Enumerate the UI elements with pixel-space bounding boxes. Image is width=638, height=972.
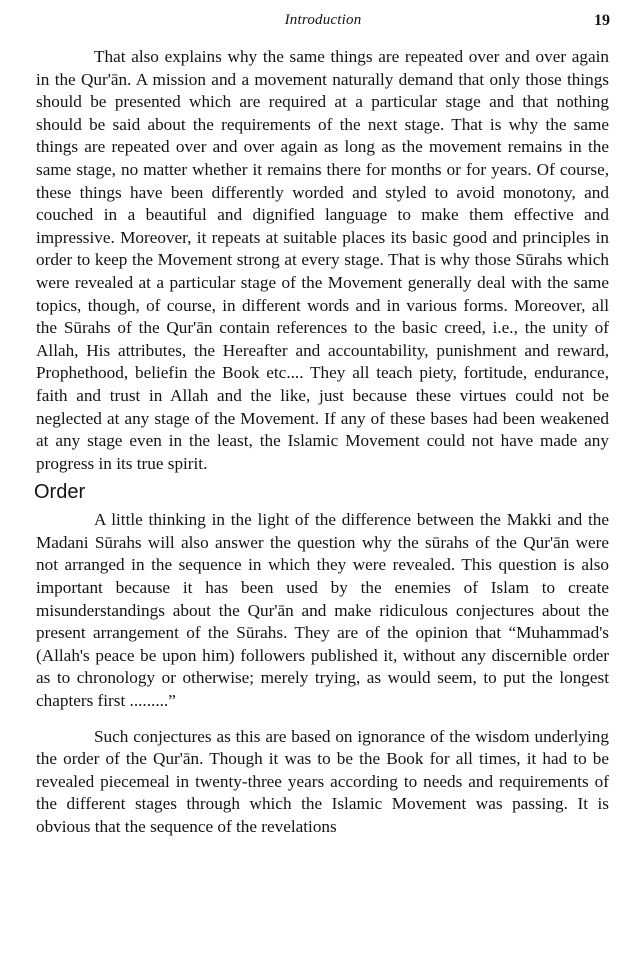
paragraph-conjectures: Such conjectures as this are based on ignorance of the wisdom underlying the order of the Qur'ān. Though it was to be the Book for all times, it had to be revealed piecemeal in twenty-three years according to needs and requirements of the different stages through which the Islamic Movement was passing. It is obvious that the sequence of the revelations — [36, 726, 609, 836]
page-header — [36, 12, 610, 34]
section-heading-order: Order — [34, 481, 86, 504]
paragraph-gap — [36, 713, 609, 726]
paragraph-order-question: A little thinking in the light of the difference between the Makki and the Madani Sūrahs will also answer the question why the sūrahs of the Qur'ān were not arranged in the sequence in which they were revealed. This question is also important because it has been used by the enemies of Islam to create misunderstandings about the Qur'ān and make ridiculous conjectures about the present arrangement of the Sūrahs. They are of the opinion that “Muhammad's (Allah's peace be upon him) followers published it, without any discernible order as to chronology or otherwise; merely trying, as would seem, to put the longest chapters first .........” — [36, 510, 609, 711]
page-body — [36, 46, 609, 839]
running-head: Introduction — [284, 12, 362, 28]
page-number: 19 — [594, 12, 610, 29]
paragraph-repetition: That also explains why the same things are repeated over and over again in the Qur'ān. A mission and a movement naturally demand that only those things should be presented which are required at a particular stage and that nothing should be said about the requirements of the next stage. That is why the same things are repeated over and over again as long as the movement remains in the same stage, no matter whether it remains there for months or for years. Of course, these things have been differently worded and styled to avoid monotony, and couched in a beautiful and dignified language to make them effective and impressive. Moreover, it repeats at suitable places its basic good and principles in order to keep the Movement strong at every stage. That is why those Sūrahs which were revealed at a particular stage of the Movement generally deal with the same topics, though, of course, in different words and in various forms. Moreover, all the Sūrahs of the Qur'ān contain references to the basic creed, i.e., the unity of Allah, His attributes, the Hereafter and accountability, punishment and reward, Prophethood, beliefin the Book etc.... They all teach piety, fortitude, endurance, faith and trust in Allah and the like, just because these virtues could not be neglected at any stage of the Movement. If any of these bases had been weakened at any stage even in the least, the Islamic Movement could not have made any progress in its true spirit. — [36, 47, 609, 473]
